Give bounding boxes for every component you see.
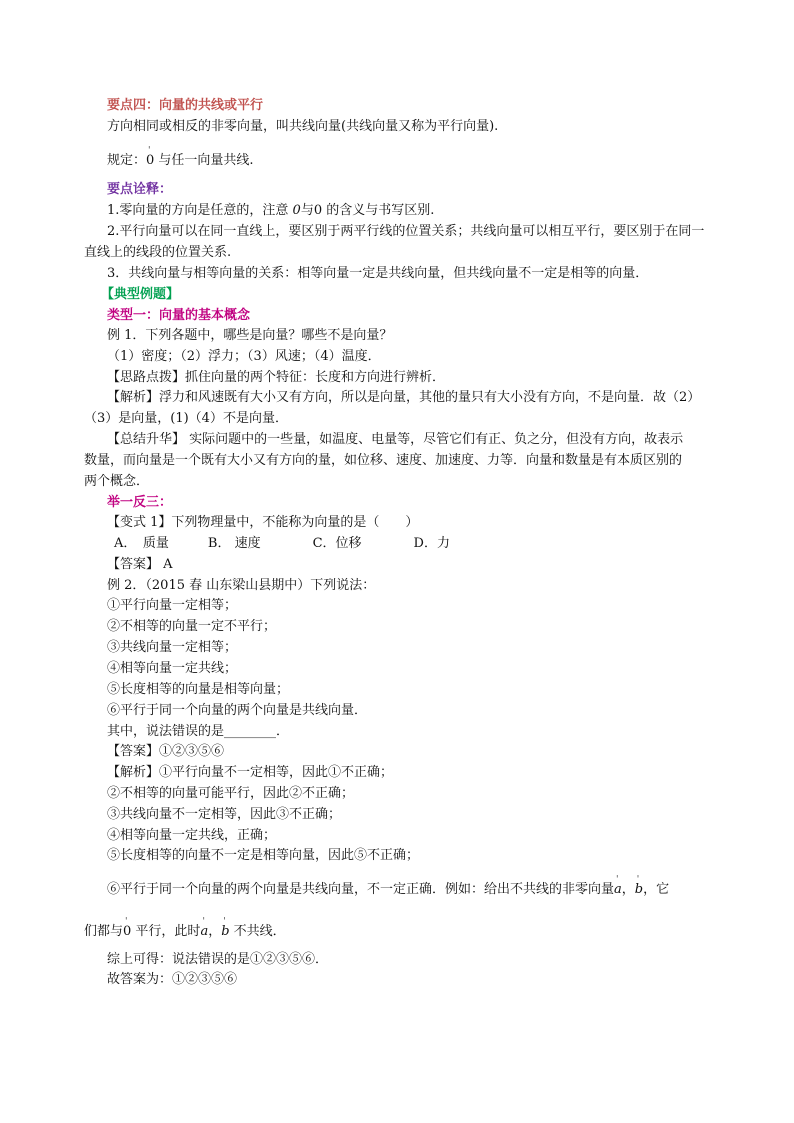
zero-vector-symbol: ' 0 (146, 153, 154, 169)
note-2-line-2: 直线上的线段的位置关系. (84, 245, 232, 260)
example-2-item: ⑤长度相等的向量是相等向量； (107, 682, 290, 697)
zero-vector-symbol: ' 0 (123, 924, 131, 940)
note-2-line-1: 2.平行向量可以在同一直线上，要区别于两平行线的位置关系；共线向量可以相互平行，要区别于在同一 (107, 224, 705, 239)
note-1-text-end: 与0 的含义与书写区别. (300, 203, 435, 218)
separator: ， (208, 924, 222, 939)
separator: ， (621, 882, 635, 897)
solution-6-text: 平行，此时 (131, 924, 201, 939)
practice-heading: 举一反三： (107, 495, 173, 510)
solution-6-text: 们都与 (84, 924, 124, 939)
variant-1-options: A． 质量 B． 速度 C．位移 D．力 (114, 536, 450, 551)
rule-suffix: 与任一向量共线. (154, 153, 254, 168)
example-2-conclusion: 综上可得：说法错误的是①②③⑤⑥． (107, 952, 329, 967)
vector-b-symbol: ' b (221, 924, 229, 940)
example-2-solution-6-line-1 (107, 882, 669, 898)
example-2-ask: 其中，说法错误的是________． (107, 724, 290, 739)
example-2-solution-line: ⑤长度相等的向量不一定是相等向量，因此⑤不正确； (107, 848, 420, 863)
example-2-solution-6-line-2 (84, 924, 286, 940)
example-2-solution-line: 【解析】①平行向量不一定相等，因此①不正确； (107, 765, 394, 780)
example-2-solution-line: ②不相等的向量可能平行，因此②不正确； (107, 786, 355, 801)
variant-1-question: 【变式 1】下列物理量中，不能称为向量的是（ ） (107, 515, 419, 530)
example-2-item: ⑥平行于同一个向量的两个向量是共线向量． (107, 703, 368, 718)
collinear-definition: 方向相同或相反的非零向量，叫共线向量(共线向量又称为平行向量). (107, 119, 499, 134)
example-1-solution-line-1: 【解析】浮力和风速既有大小又有方向，所以是向量，其他的量只有大小没有方向，不是向量．故（2） (107, 390, 701, 405)
example-1-summary-line-2: 数量，而向量是一个既有大小又有方向的量，如位移、速度、加速度、力等．向量和数量是有本质区别的 (84, 453, 683, 468)
example-2-solution-line: ③共线向量不一定相等，因此③不正确； (107, 807, 342, 822)
example-1-summary-line-3: 两个概念． (84, 474, 150, 489)
example-2-final-answer: 故答案为：①②③⑤⑥ (107, 972, 238, 987)
example-2-item: ④相等向量一定共线； (107, 661, 238, 676)
note-1-text: 1.零向量的方向是任意的，注意 (107, 203, 293, 218)
notes-heading: 要点诠释： (107, 182, 173, 197)
solution-6-text: ⑥平行于同一个向量的两个向量是共线向量，不一定正确．例如：给出不共线的非零向量 (107, 882, 615, 897)
type-1-heading: 类型一：向量的基本概念 (107, 308, 251, 323)
note-1-italic-zero: 0 (292, 203, 301, 218)
example-2-question: 例 2．（2015 春 山东梁山县期中）下列说法： (107, 578, 376, 593)
section-heading-collinear: 要点四：向量的共线或平行 (107, 98, 264, 113)
vector-a-symbol: ' a (200, 924, 208, 940)
example-1-options: （1）密度；（2）浮力；（3）风速；（4）温度． (107, 349, 381, 364)
example-1-solution-line-2: （3）是向量，(1)（4）不是向量． (84, 411, 288, 426)
solution-6-text-end: ，它 (643, 882, 670, 897)
example-2-item: ①平行向量一定相等； (107, 598, 238, 613)
example-1-summary-line-1: 【总结升华】 实际问题中的一些量，如温度、电量等，尽管它们有正、负之分，但没有方向，故表示 (107, 432, 684, 447)
example-2-item: ②不相等的向量一定不平行； (107, 619, 277, 634)
note-1 (107, 203, 434, 219)
example-2-item: ③共线向量一定相等； (107, 640, 238, 655)
rule-prefix: 规定： (107, 153, 147, 168)
variant-1-answer: 【答案】 A (107, 557, 173, 572)
solution-6-text-end: 不共线． (229, 924, 286, 939)
vector-a-symbol: ' a (614, 882, 622, 898)
example-1-question: 例 1．下列各题中，哪些是向量？哪些不是向量？ (107, 328, 393, 343)
vector-b-symbol: ' b (635, 882, 643, 898)
zero-vector-rule (107, 153, 254, 169)
note-3: 3．共线向量与相等向量的关系：相等向量一定是共线向量，但共线向量不一定是相等的向量． (107, 266, 649, 281)
example-1-hint: 【思路点拨】抓住向量的两个特征：长度和方向进行辨析． (107, 370, 446, 385)
example-2-answer: 【答案】①②③⑤⑥ (107, 744, 225, 759)
example-2-solution-line: ④相等向量一定共线，正确； (107, 828, 277, 843)
examples-heading: 【典型例题】 (101, 287, 180, 302)
